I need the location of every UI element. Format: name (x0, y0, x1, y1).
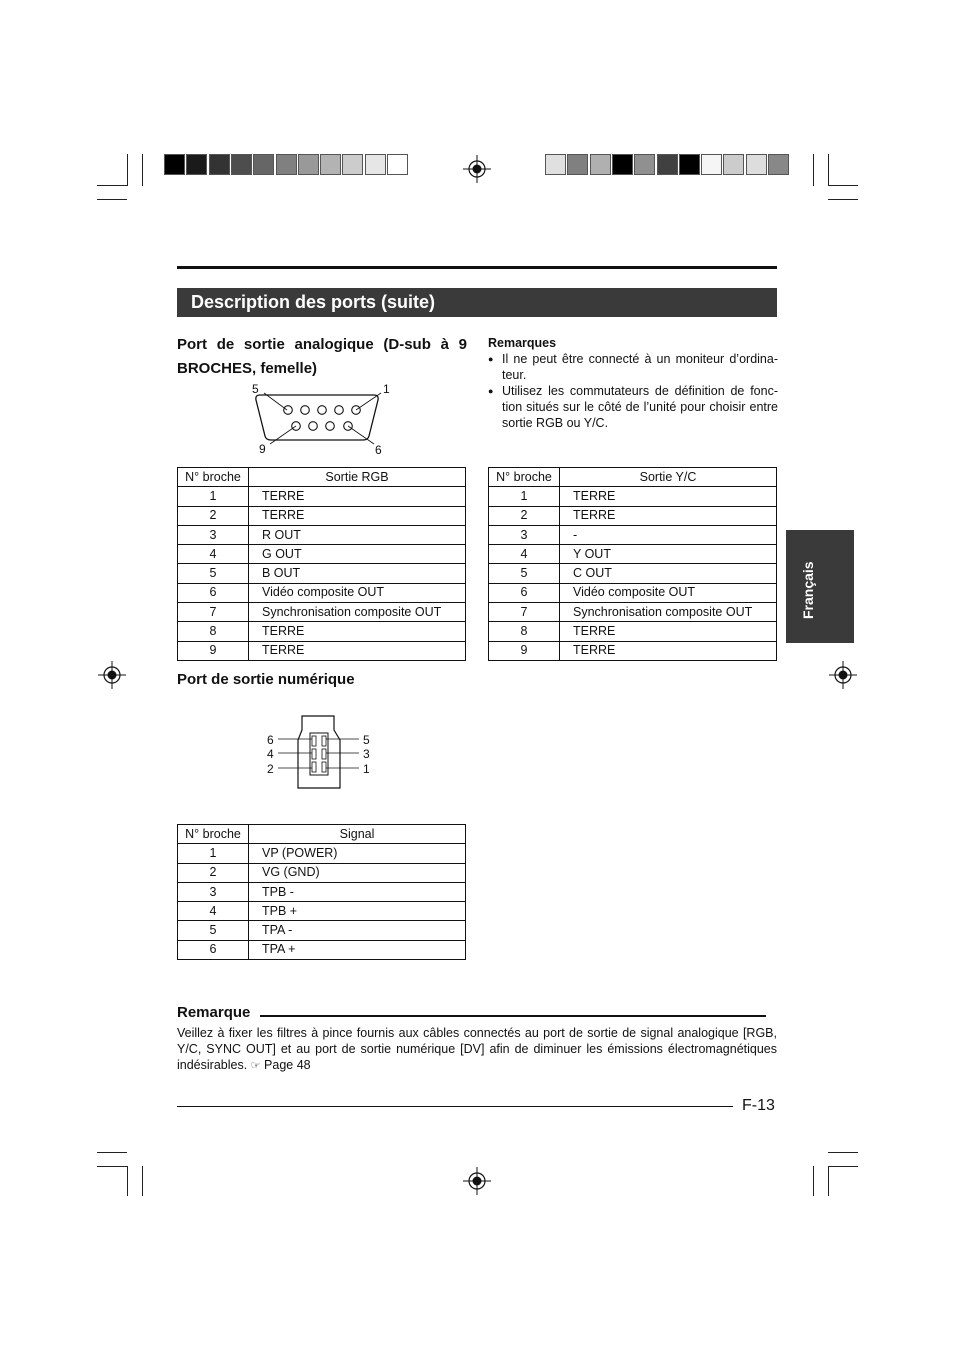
color-swatch (634, 154, 655, 175)
table-row (489, 525, 777, 544)
pin-number-cell: 1 (178, 844, 249, 863)
table-row (489, 603, 777, 622)
pin-label: 5 (363, 733, 370, 747)
table-row (178, 487, 466, 506)
color-swatch (186, 154, 207, 175)
footer-rule (177, 1106, 733, 1107)
pin-label: 2 (267, 762, 274, 776)
color-swatch (657, 154, 678, 175)
table-row (489, 564, 777, 583)
table-row (178, 902, 466, 921)
table-row (178, 844, 466, 863)
remarque-rule (260, 1015, 766, 1017)
rgb-pin-table (177, 467, 466, 661)
signal-cell: TPA - (249, 921, 466, 940)
remarque-text: Veillez à fixer les filtres à pince fournis aux câbles connectés au port de sortie de signal analogique [RGB, Y/C, SYNC OUT] et au port de sortie numérique [DV] afin de diminuer les émissions électromagnétiques indésirables. (177, 1026, 777, 1072)
pin-number-cell: 6 (489, 583, 560, 602)
signal-cell: TERRE (249, 506, 466, 525)
dv-pin-table (177, 824, 466, 960)
color-swatch (746, 154, 767, 175)
color-swatch (387, 154, 408, 175)
signal-cell: Synchronisation composite OUT (249, 603, 466, 622)
pin-label: 3 (363, 747, 370, 761)
table-row (489, 506, 777, 525)
pin-number-cell: 3 (178, 525, 249, 544)
page-title: Description des ports (suite) (191, 292, 436, 312)
pin-label: 5 (252, 382, 259, 396)
signal-cell: TERRE (249, 641, 466, 660)
signal-cell: TERRE (249, 487, 466, 506)
pointing-hand-icon: ☞ (250, 1060, 261, 1072)
note-item: ● Il ne peut être connecté à un moniteur d’ordina-teur. (488, 351, 778, 383)
pin-number-cell: 5 (178, 564, 249, 583)
pin-number-cell: 6 (178, 583, 249, 602)
registration-mark-icon (463, 155, 491, 183)
column-header: Signal (249, 825, 466, 844)
signal-cell: Vidéo composite OUT (249, 583, 466, 602)
registration-mark-icon (463, 1167, 491, 1195)
yc-pin-table (488, 467, 777, 661)
pin-label: 4 (267, 747, 274, 761)
color-swatch (231, 154, 252, 175)
dsub-9-connector-diagram (248, 378, 398, 458)
table-row (178, 564, 466, 583)
signal-cell: - (560, 525, 777, 544)
dv-connector-diagram (262, 712, 382, 794)
table-row (178, 622, 466, 641)
table-header-row (178, 468, 466, 487)
pin-number-cell: 7 (178, 603, 249, 622)
pin-number-cell: 4 (178, 545, 249, 564)
language-tab-label: Français (800, 561, 816, 619)
table-row (178, 641, 466, 660)
signal-cell: TPA + (249, 940, 466, 959)
page-number: F-13 (742, 1097, 775, 1114)
pin-number-cell: 8 (178, 622, 249, 641)
table-row (178, 921, 466, 940)
color-swatch (768, 154, 789, 175)
signal-cell: Synchronisation composite OUT (560, 603, 777, 622)
analog-port-heading: Port de sortie analogique (D-sub à 9 BROCHES, femelle) (177, 336, 467, 377)
color-swatch (253, 154, 274, 175)
signal-cell: TERRE (560, 506, 777, 525)
table-header-row (489, 468, 777, 487)
signal-cell: G OUT (249, 545, 466, 564)
color-swatch (612, 154, 633, 175)
signal-cell: R OUT (249, 525, 466, 544)
title-bar (177, 288, 777, 317)
pin-number-cell: 8 (489, 622, 560, 641)
pin-label: 1 (383, 382, 390, 396)
color-swatch (590, 154, 611, 175)
pin-number-cell: 5 (178, 921, 249, 940)
pin-number-cell: 4 (178, 902, 249, 921)
table-row (489, 622, 777, 641)
color-swatch (209, 154, 230, 175)
column-header: Sortie Y/C (560, 468, 777, 487)
column-header: Sortie RGB (249, 468, 466, 487)
color-swatch (298, 154, 319, 175)
registration-mark-icon (98, 661, 126, 689)
notes-title: Remarques (488, 336, 557, 350)
pin-label: 9 (259, 442, 266, 456)
color-swatch (567, 154, 588, 175)
color-swatch (679, 154, 700, 175)
pin-number-cell: 2 (178, 863, 249, 882)
title-rule (177, 266, 777, 269)
color-swatch (723, 154, 744, 175)
table-row (489, 641, 777, 660)
color-swatch (545, 154, 566, 175)
signal-cell: TPB + (249, 902, 466, 921)
pin-number-cell: 6 (178, 940, 249, 959)
color-swatch (320, 154, 341, 175)
color-swatch (164, 154, 185, 175)
table-row (178, 583, 466, 602)
pin-number-cell: 2 (178, 506, 249, 525)
color-swatch (701, 154, 722, 175)
table-header-row (178, 825, 466, 844)
registration-mark-icon (829, 661, 857, 689)
signal-cell: Y OUT (560, 545, 777, 564)
notes-block (488, 335, 778, 431)
column-header: N° broche (489, 468, 560, 487)
table-row (178, 545, 466, 564)
signal-cell: TERRE (560, 622, 777, 641)
pin-number-cell: 1 (489, 487, 560, 506)
note-item: ● Utilisez les commutateurs de définition de fonc-tion situés sur le côté de l’unité pour choisir entre sortie RGB ou Y/C. (488, 383, 778, 431)
signal-cell: TERRE (560, 487, 777, 506)
signal-cell: TERRE (249, 622, 466, 641)
pin-number-cell: 4 (489, 545, 560, 564)
table-row (178, 506, 466, 525)
table-row (489, 487, 777, 506)
color-swatch (365, 154, 386, 175)
signal-cell: Vidéo composite OUT (560, 583, 777, 602)
pin-number-cell: 5 (489, 564, 560, 583)
page-reference-link[interactable]: Page 48 (264, 1058, 311, 1072)
signal-cell: VG (GND) (249, 863, 466, 882)
pin-number-cell: 3 (489, 525, 560, 544)
signal-cell: C OUT (560, 564, 777, 583)
table-row (489, 583, 777, 602)
color-swatch (342, 154, 363, 175)
signal-cell: TPB - (249, 882, 466, 901)
digital-port-heading: Port de sortie numérique (177, 671, 355, 688)
table-row (178, 525, 466, 544)
pin-number-cell: 9 (489, 641, 560, 660)
pin-label: 1 (363, 762, 370, 776)
pin-number-cell: 1 (178, 487, 249, 506)
signal-cell: TERRE (560, 641, 777, 660)
table-row (178, 940, 466, 959)
remarque-heading: Remarque (177, 1004, 251, 1021)
color-swatch (276, 154, 297, 175)
column-header: N° broche (178, 468, 249, 487)
pin-number-cell: 7 (489, 603, 560, 622)
column-header: N° broche (178, 825, 249, 844)
pin-label: 6 (267, 733, 274, 747)
pin-number-cell: 3 (178, 882, 249, 901)
table-row (178, 882, 466, 901)
table-row (178, 603, 466, 622)
remarque-body (177, 1025, 777, 1074)
pin-number-cell: 9 (178, 641, 249, 660)
table-row (178, 863, 466, 882)
pin-number-cell: 2 (489, 506, 560, 525)
pin-label: 6 (375, 443, 382, 457)
signal-cell: VP (POWER) (249, 844, 466, 863)
table-row (489, 545, 777, 564)
signal-cell: B OUT (249, 564, 466, 583)
language-tab (786, 530, 854, 643)
